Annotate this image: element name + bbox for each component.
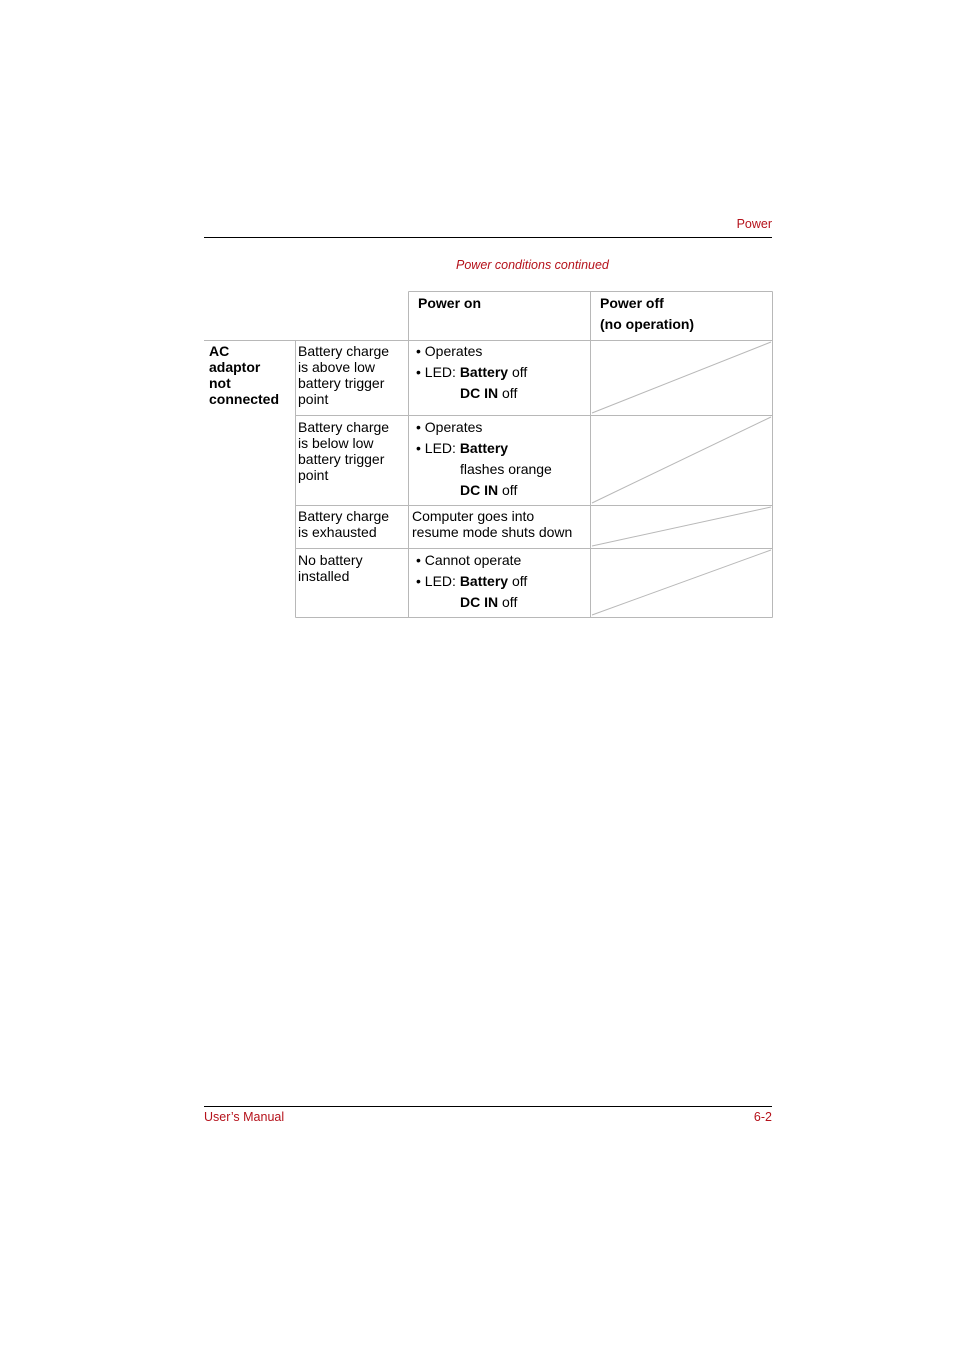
- led-name: Battery: [459, 573, 509, 589]
- group-label-line: AC: [209, 343, 230, 359]
- group-label-line: adaptor: [209, 359, 261, 375]
- row2-condition: [298, 419, 389, 483]
- dcin-state: off: [498, 385, 518, 401]
- power-on-line: resume mode shuts down: [412, 524, 573, 540]
- diagonal-strike: [592, 417, 771, 503]
- led-name: Battery: [459, 440, 509, 456]
- row2-power-on: [416, 419, 552, 498]
- condition-line: Battery charge: [298, 508, 390, 524]
- bullet-item: • Operates: [416, 343, 483, 359]
- condition-line: is above low: [298, 359, 376, 375]
- condition-line: is below low: [298, 435, 374, 451]
- condition-line: is exhausted: [298, 524, 377, 540]
- bullet-text: Cannot operate: [424, 552, 522, 568]
- row1-condition: [298, 343, 389, 407]
- dcin-state: off: [498, 594, 518, 610]
- header-power-off: [600, 295, 694, 332]
- led-state: off: [508, 364, 528, 380]
- dcin-name: DC IN: [460, 594, 499, 610]
- led-prefix: LED:: [424, 364, 460, 380]
- row4-condition: [298, 552, 363, 584]
- condition-line: battery trigger: [298, 375, 385, 391]
- condition-line: No battery: [298, 552, 363, 568]
- dcin-line: [416, 482, 552, 498]
- led-prefix: LED:: [424, 573, 460, 589]
- condition-line: installed: [298, 568, 350, 584]
- group-label-line: connected: [209, 391, 280, 407]
- power-on-line: Computer goes into: [412, 508, 535, 524]
- dcin-name: DC IN: [460, 385, 499, 401]
- diagonal-strike: [592, 507, 771, 546]
- led-extra: flashes orange: [460, 461, 552, 477]
- row3-power-on: [412, 508, 572, 540]
- row3-condition: [298, 508, 389, 540]
- dcin-state: off: [498, 482, 518, 498]
- condition-line: Battery charge: [298, 343, 390, 359]
- bullet-text: Operates: [424, 419, 483, 435]
- led-name: Battery: [459, 364, 509, 380]
- bullet-item: • Cannot operate: [416, 552, 522, 568]
- group-label-line: not: [209, 375, 231, 391]
- condition-line: point: [298, 391, 329, 407]
- bullet-item: • LED: Battery: [416, 440, 509, 456]
- header-power-on: Power on: [418, 295, 482, 311]
- footer-page-number: 6-2: [753, 1110, 772, 1124]
- running-header-section: Power: [736, 217, 772, 231]
- row1-power-on: [416, 343, 527, 401]
- diagonal-strike: [592, 342, 771, 413]
- dcin-line: [416, 594, 527, 610]
- led-prefix: LED:: [424, 440, 460, 456]
- diagonal-strike: [592, 550, 771, 615]
- dcin-line: [416, 385, 527, 401]
- group-label: [209, 343, 279, 407]
- condition-line: point: [298, 467, 329, 483]
- bullet-text: Operates: [424, 343, 483, 359]
- condition-line: battery trigger: [298, 451, 385, 467]
- dcin-name: DC IN: [460, 482, 499, 498]
- table-caption: Power conditions continued: [456, 258, 609, 272]
- footer-rule: [204, 1106, 772, 1107]
- led-state: off: [508, 573, 528, 589]
- bullet-item: • Operates: [416, 419, 483, 435]
- row4-power-on: [416, 552, 527, 610]
- condition-line: Battery charge: [298, 419, 390, 435]
- header-power-off-line2: (no operation): [600, 316, 695, 332]
- footer-manual-title: User’s Manual: [204, 1110, 285, 1124]
- bullet-item: • LED: Battery off: [416, 573, 528, 589]
- bullet-item: • LED: Battery off: [416, 364, 528, 380]
- header-power-off-line1: Power off: [600, 295, 664, 311]
